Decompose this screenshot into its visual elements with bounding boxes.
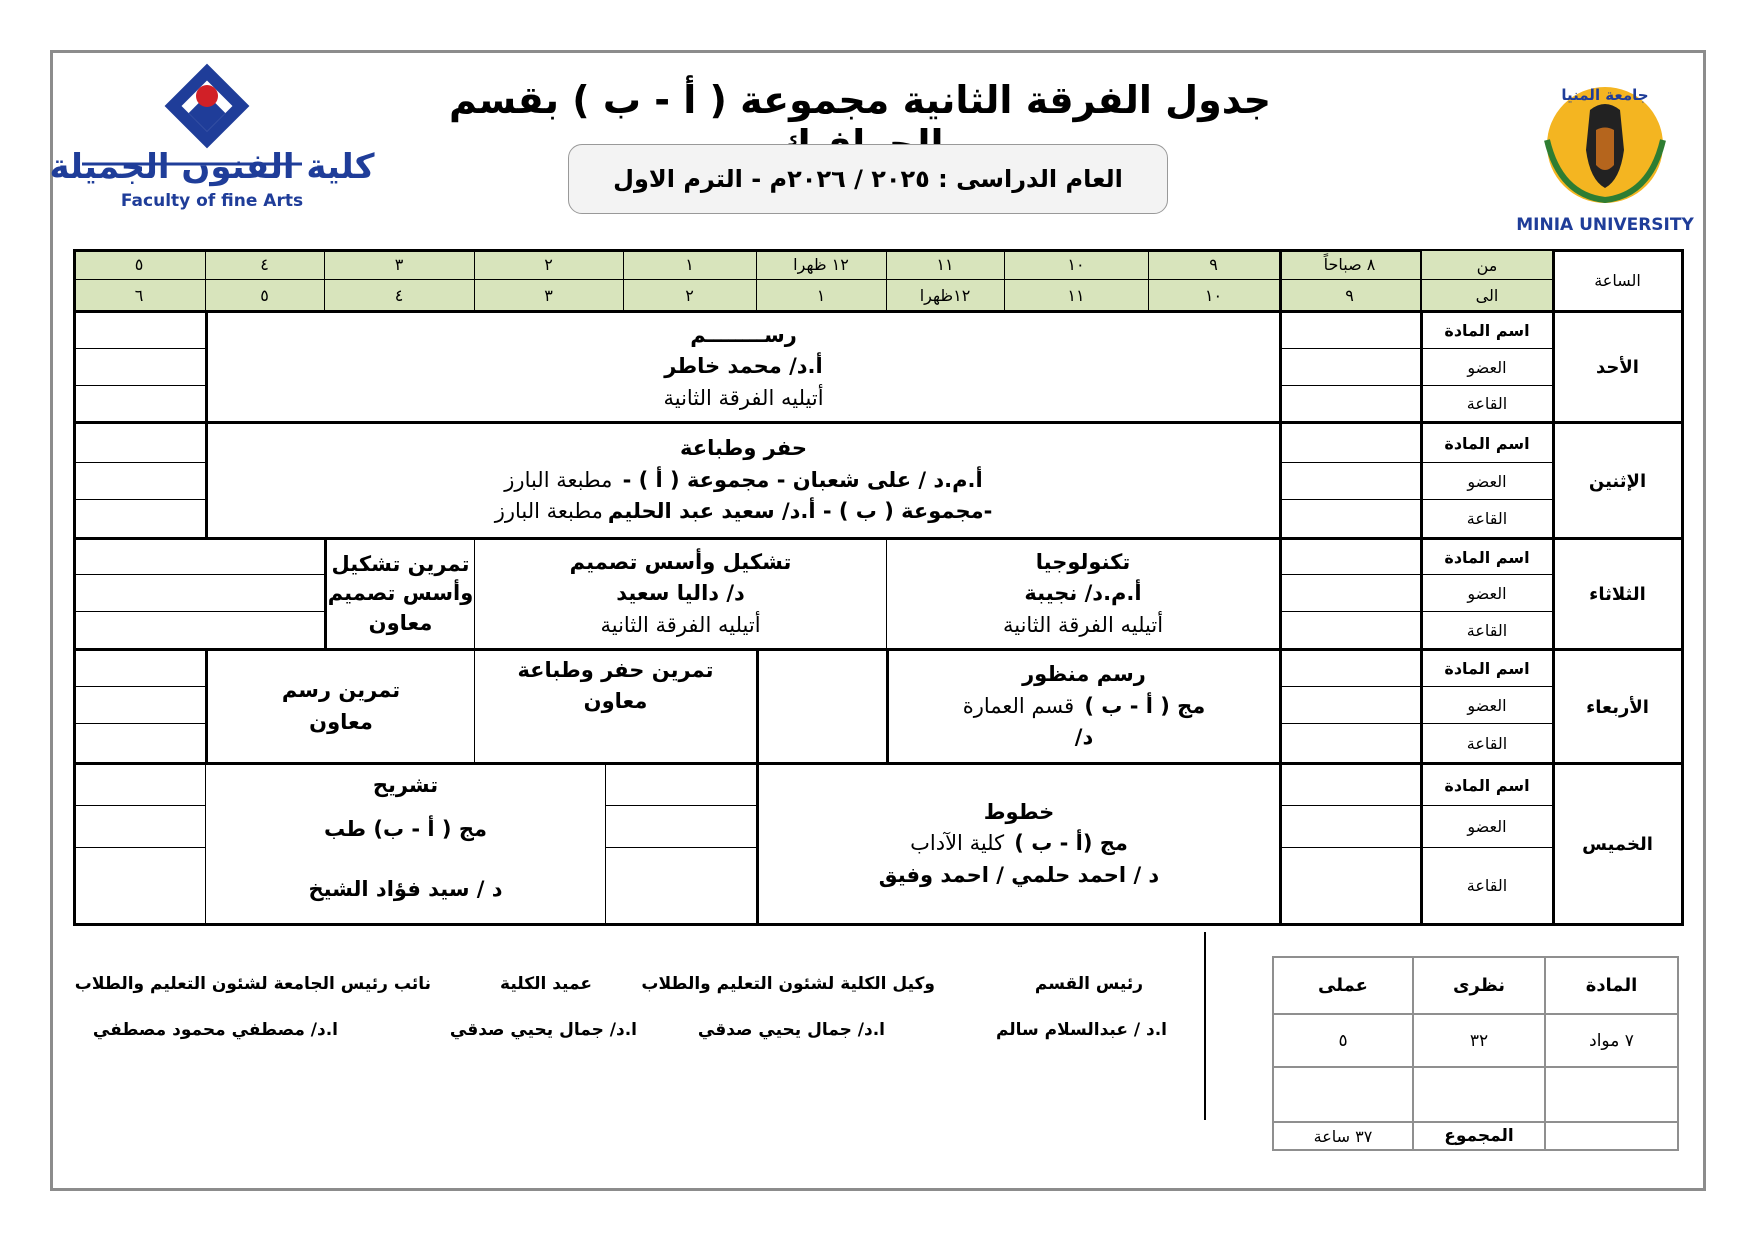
day-sunday: الأحد (1596, 356, 1639, 378)
thursday-calligraphy-cell (759, 789, 1279, 899)
practice-line: تمرين تشكيل (331, 551, 470, 576)
signature-title: وكيل الكلية لشئون التعليم والطلاب (641, 974, 935, 994)
course-subject: خطوط (983, 799, 1055, 824)
course-member: د/ (1074, 725, 1094, 750)
course-subject: رســــــــم (690, 322, 797, 347)
anatomy-group: مج ( أ - ب) طب (324, 817, 487, 841)
course-subject: تكنولوجيا (1035, 549, 1131, 574)
day-monday: الإثنين (1588, 470, 1647, 492)
course-hall: أتيليه الفرقة الثانية (1002, 612, 1164, 637)
signature-title: نائب رئيس الجامعة لشئون التعليم والطلاب (74, 974, 431, 994)
from-time-cell: ١١ (936, 254, 954, 274)
subject-row-label: اسم المادة (1444, 321, 1530, 340)
academic-year: العام الدراسى : ٢٠٢٥ / ٢٠٢٦م - الترم الاول (613, 165, 1123, 193)
summary-subject-header: المادة (1585, 975, 1638, 996)
hall-row-label: القاعة (1466, 394, 1508, 413)
from-time-cell: ١٠ (1067, 254, 1085, 274)
schedule-grid (73, 249, 1684, 926)
hours-summary-table (1272, 956, 1679, 1151)
to-time-cell: ٢ (685, 285, 694, 305)
wednesday-drawing-practice-cell (208, 651, 474, 762)
signature-separator (1204, 932, 1206, 1120)
hall-row-label: القاعة (1466, 620, 1508, 640)
tuesday-technology-cell (887, 540, 1279, 648)
summary-theory-value: ٣٢ (1469, 1030, 1489, 1051)
wednesday-etching-practice-cell (475, 651, 756, 721)
from-time-cell: ٢ (544, 254, 553, 274)
course-subject: رسم منظور (1022, 662, 1146, 687)
subject-row-label: اسم المادة (1444, 433, 1530, 453)
subject-row-label: اسم المادة (1444, 775, 1530, 795)
anatomy-member: د / سيد فؤاد الشيخ (308, 877, 503, 901)
signature-name: ا.د/ جمال يحيي صدقي (697, 1020, 885, 1040)
course-group: مج ( أ - ب ) (1084, 693, 1206, 718)
course-member-group-a: أ.م.د / على شعبان - مجموعة ( أ ) - (622, 467, 983, 492)
summary-total-label: المجموع (1444, 1126, 1514, 1146)
from-time-cell: ٤ (260, 254, 269, 274)
summary-practical-header: عملى (1318, 975, 1368, 996)
from-time-cell: ١ (685, 254, 694, 274)
faculty-logo (49, 66, 375, 236)
course-group: مج (أ - ب ) (1014, 831, 1128, 856)
signature-name: ا.د/ مصطفي محمود مصطفي (92, 1020, 338, 1040)
practice-line: تمرين رسم (281, 678, 401, 702)
hall-row-label: القاعة (1466, 876, 1508, 895)
tuesday-practice-cell (327, 540, 474, 648)
course-member: أ.د/ محمد خاطر (664, 354, 823, 379)
from-time-cell: ١٢ ظهرا (793, 254, 849, 274)
from-time-cell: ٩ (1209, 254, 1218, 274)
to-time-cell: ١ (816, 285, 826, 305)
day-wednesday: الأربعاء (1586, 696, 1649, 718)
member-row-label: العضو (1467, 695, 1507, 715)
member-row-label: العضو (1467, 471, 1507, 491)
summary-subjects-value: ٧ مواد (1589, 1030, 1634, 1051)
member-row-label: العضو (1467, 357, 1507, 377)
signature-title: عميد الكلية (500, 974, 592, 994)
tuesday-design-cell (475, 540, 886, 648)
from-time-cell: ٥ (134, 254, 144, 274)
course-hall: كلية الآداب (910, 831, 1005, 856)
summary-practical-value: ٥ (1338, 1030, 1348, 1051)
faculty-logo-english-text: Faculty of fine Arts (120, 191, 304, 211)
signature-name: ا.د / عبدالسلام سالم (995, 1020, 1167, 1040)
university-logo (1516, 70, 1694, 235)
to-time-cell: ١٠ (1204, 285, 1223, 305)
day-tuesday: الثلاثاء (1589, 584, 1646, 605)
to-time-cell: ٣ (544, 285, 553, 305)
course-hall: أتيليه الفرقة الثانية (663, 385, 824, 410)
university-logo-arabic-text: جامعة المنيا (1561, 86, 1649, 104)
to-time-cell: ٥ (260, 285, 269, 305)
to-time-cell: ٤ (394, 285, 404, 305)
academic-year-box (568, 144, 1168, 214)
course-member: أ.م.د/ نجيبة (1024, 581, 1142, 606)
university-logo-english-text: MINIA UNIVERSITY (1516, 215, 1694, 235)
summary-total-value: ٣٧ ساعة (1313, 1126, 1373, 1146)
member-row-label: العضو (1467, 583, 1507, 603)
hall-row-label: القاعة (1466, 733, 1508, 753)
practice-assistant: معاون (583, 689, 648, 713)
course-subject: تشكيل وأسس تصميم (569, 549, 792, 574)
signature-name: ا.د/ جمال يحيي صدقي (449, 1020, 637, 1040)
to-time-cell: ٩ (1345, 285, 1354, 305)
course-member-group-b: -مجموعة ( ب ) - أ.د/ سعيد عبد الحليم (607, 499, 993, 524)
hall-row-label: القاعة (1466, 509, 1508, 528)
subject-row-label: اسم المادة (1444, 659, 1530, 678)
member-row-label: العضو (1467, 817, 1507, 836)
from-time-cell: ٣ (394, 254, 404, 274)
wednesday-perspective-cell (889, 651, 1279, 762)
course-subject: حفر وطباعة (680, 436, 807, 461)
day-thursday: الخميس (1582, 834, 1653, 855)
course-member: د / احمد حلمي / احمد وفيق (878, 862, 1160, 887)
page-title: جدول الفرقة الثانية مجموعة ( أ - ب ) بقسم (448, 78, 1272, 122)
sunday-drawing-cell (208, 313, 1279, 421)
anatomy-subject: تشريح (372, 773, 439, 797)
to-time-cell: ١٢ظهرا (919, 285, 971, 305)
hour-label: الساعة (1594, 270, 1641, 290)
faculty-logo-arabic-text: كلية الفنون الجميلة (49, 147, 375, 187)
course-hall: أتيليه الفرقة الثانية (600, 612, 761, 637)
course-hall: قسم العمارة (962, 693, 1075, 718)
from-label: من (1422, 251, 1552, 279)
monday-etching-cell (208, 424, 1279, 537)
course-member: د/ داليا سعيد (616, 581, 745, 606)
subject-row-label: اسم المادة (1444, 547, 1530, 567)
practice-assistant: معاون (368, 610, 433, 635)
practice-assistant: معاون (309, 709, 373, 734)
course-hall: مطبعة البارز (504, 467, 613, 492)
from-time-cell: ٨ صباحاً (1323, 254, 1376, 274)
to-label: الى (1422, 280, 1552, 310)
practice-line: تمرين حفر وطباعة (517, 657, 714, 682)
summary-theory-header: نظرى (1453, 975, 1505, 996)
signature-title: رئيس القسم (1034, 974, 1143, 994)
course-hall: مطبعة البارز (494, 499, 603, 524)
to-time-cell: ١١ (1067, 285, 1085, 305)
to-time-cell: ٦ (134, 285, 144, 305)
practice-line: وأسس تصميم (327, 581, 474, 606)
